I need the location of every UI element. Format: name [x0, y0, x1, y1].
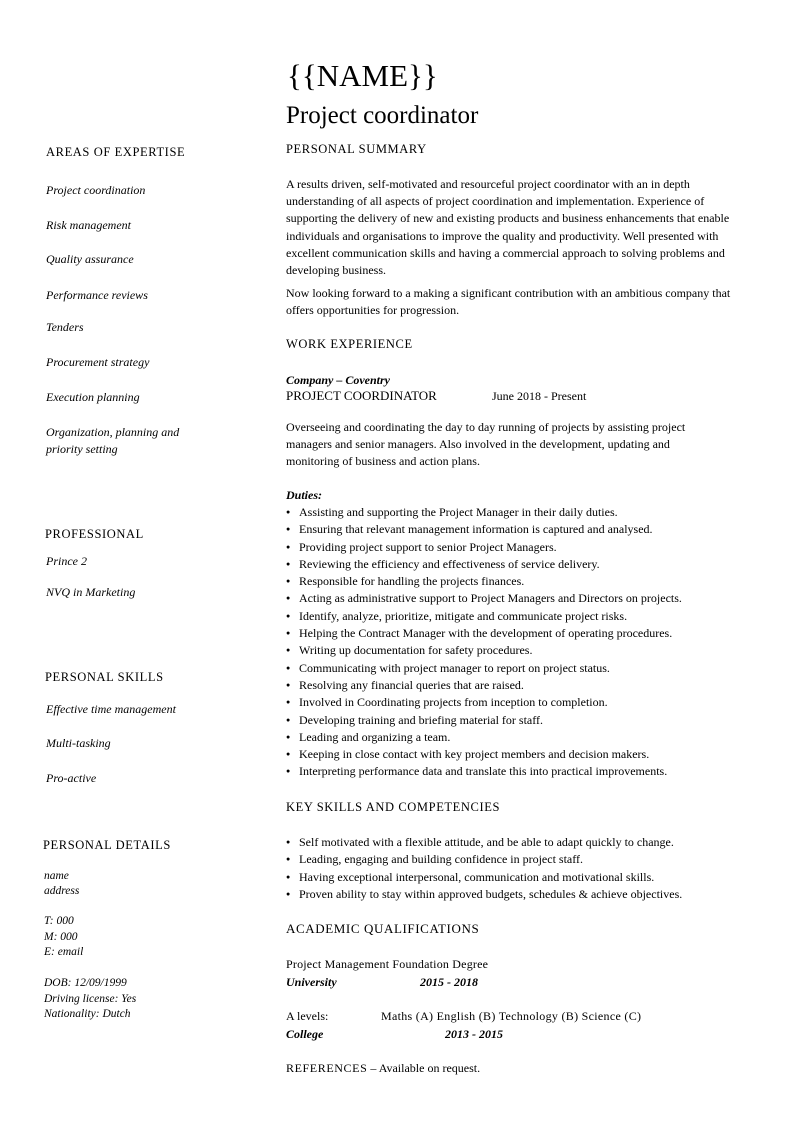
details-driving: Driving license: Yes	[44, 993, 137, 1005]
key-skill-item: ● Leading, engaging and building confidence in project staff.	[286, 851, 682, 868]
expertise-item: priority setting	[46, 442, 118, 456]
references-label: REFERENCES	[286, 1061, 368, 1075]
duty-item: ● Responsible for handling the projects finances.	[286, 573, 682, 590]
university-label: University	[286, 975, 337, 989]
expertise-item: Tenders	[46, 320, 84, 334]
details-nationality: Nationality: Dutch	[44, 1008, 131, 1020]
summary-paragraph: A results driven, self-motivated and resourceful project coordinator with an in depth understanding of all aspects of project coordination and implementation. Experience of supporting the delivery of new and existing products and business enhancements that enable individuals and organisations to improve the quality and productivity. Well presented with excellent communication skills and having a commercial approach to solving problems and developing business.	[286, 177, 730, 278]
key-skills-list	[286, 834, 682, 903]
duties-label: Duties:	[286, 488, 322, 502]
academic-heading: ACADEMIC QUALIFICATIONS	[286, 921, 480, 936]
work-experience-heading: WORK EXPERIENCE	[286, 337, 413, 351]
references-line	[286, 1061, 480, 1076]
expertise-item: Organization, planning and	[46, 425, 180, 439]
duty-item: ● Keeping in close contact with key project members and decision makers.	[286, 746, 682, 763]
job-title: PROJECT COORDINATOR	[286, 388, 437, 403]
candidate-name: {{NAME}}	[287, 58, 438, 93]
professional-item: Prince 2	[46, 554, 87, 568]
details-address: address	[44, 885, 80, 897]
key-skill-item: ● Having exceptional interpersonal, communication and motivational skills.	[286, 869, 682, 886]
college-dates: 2013 - 2015	[445, 1027, 503, 1041]
details-mobile: M: 000	[44, 931, 78, 943]
summary-heading: PERSONAL SUMMARY	[286, 142, 427, 156]
college-label: College	[286, 1027, 324, 1041]
job-dates: June 2018 - Present	[492, 389, 587, 403]
duty-item: ● Providing project support to senior Project Managers.	[286, 539, 682, 556]
expertise-item: Procurement strategy	[46, 355, 150, 369]
skill-item: Effective time management	[46, 702, 176, 716]
professional-heading: PROFESSIONAL	[45, 527, 144, 541]
skill-item: Pro-active	[46, 771, 97, 785]
key-skills-heading: KEY SKILLS AND COMPETENCIES	[286, 800, 501, 814]
job-role-title: Project coordinator	[286, 102, 479, 129]
degree-title: Project Management Foundation Degree	[286, 957, 489, 971]
expertise-item: Execution planning	[46, 390, 140, 404]
duty-item: ● Leading and organizing a team.	[286, 729, 682, 746]
duty-item: ● Involved in Coordinating projects from inception to completion.	[286, 694, 682, 711]
job-description: Overseeing and coordinating the day to day running of projects by assisting project managers and senior managers. Also involved in the development, updating and monitoring of business and action plans.	[286, 420, 686, 469]
references-text: – Available on request.	[367, 1061, 481, 1075]
university-dates: 2015 - 2018	[420, 975, 478, 989]
details-email: E: email	[44, 946, 84, 958]
duty-item: ● Resolving any financial queries that are raised.	[286, 677, 682, 694]
expertise-item: Quality assurance	[46, 252, 134, 266]
professional-item: NVQ in Marketing	[46, 585, 136, 599]
personal-details-heading: PERSONAL DETAILS	[43, 838, 171, 852]
expertise-item: Project coordination	[46, 183, 146, 197]
personal-skills-heading: PERSONAL SKILLS	[45, 670, 164, 684]
duty-item: ● Ensuring that relevant management information is captured and analysed.	[286, 521, 682, 538]
duty-item: ● Assisting and supporting the Project Manager in their daily duties.	[286, 504, 682, 521]
details-name: name	[44, 870, 69, 882]
company-location: Company – Coventry	[286, 373, 390, 387]
key-skill-item: ● Self motivated with a flexible attitude, and be able to adapt quickly to change.	[286, 834, 682, 851]
duty-item: ● Acting as administrative support to Project Managers and Directors on projects.	[286, 590, 682, 607]
expertise-item: Performance reviews	[46, 288, 148, 302]
expertise-item: Risk management	[46, 218, 131, 232]
duty-item: ● Helping the Contract Manager with the development of operating procedures.	[286, 625, 682, 642]
duty-item: ● Communicating with project manager to report on project status.	[286, 660, 682, 677]
duty-item: ● Developing training and briefing material for staff.	[286, 712, 682, 729]
duties-list	[286, 504, 682, 781]
summary-paragraph-2: Now looking forward to a making a significant contribution with an ambitious company that offers opportunities for progression.	[286, 286, 731, 318]
key-skill-item: ● Proven ability to stay within approved budgets, schedules & achieve objectives.	[286, 886, 682, 903]
duty-item: ● Writing up documentation for safety procedures.	[286, 642, 682, 659]
alevels-subjects: Maths (A) English (B) Technology (B) Science (C)	[381, 1009, 642, 1023]
duty-item: ● Interpreting performance data and translate this into practical improvements.	[286, 763, 682, 780]
details-dob: DOB: 12/09/1999	[44, 977, 127, 989]
expertise-heading: AREAS OF EXPERTISE	[46, 145, 186, 159]
duty-item: ● Reviewing the efficiency and effectiveness of service delivery.	[286, 556, 682, 573]
details-phone: T: 000	[44, 915, 74, 927]
duty-item: ● Identify, analyze, prioritize, mitigate and communicate project risks.	[286, 608, 682, 625]
alevels-label: A levels:	[286, 1009, 329, 1023]
skill-item: Multi-tasking	[46, 736, 111, 750]
